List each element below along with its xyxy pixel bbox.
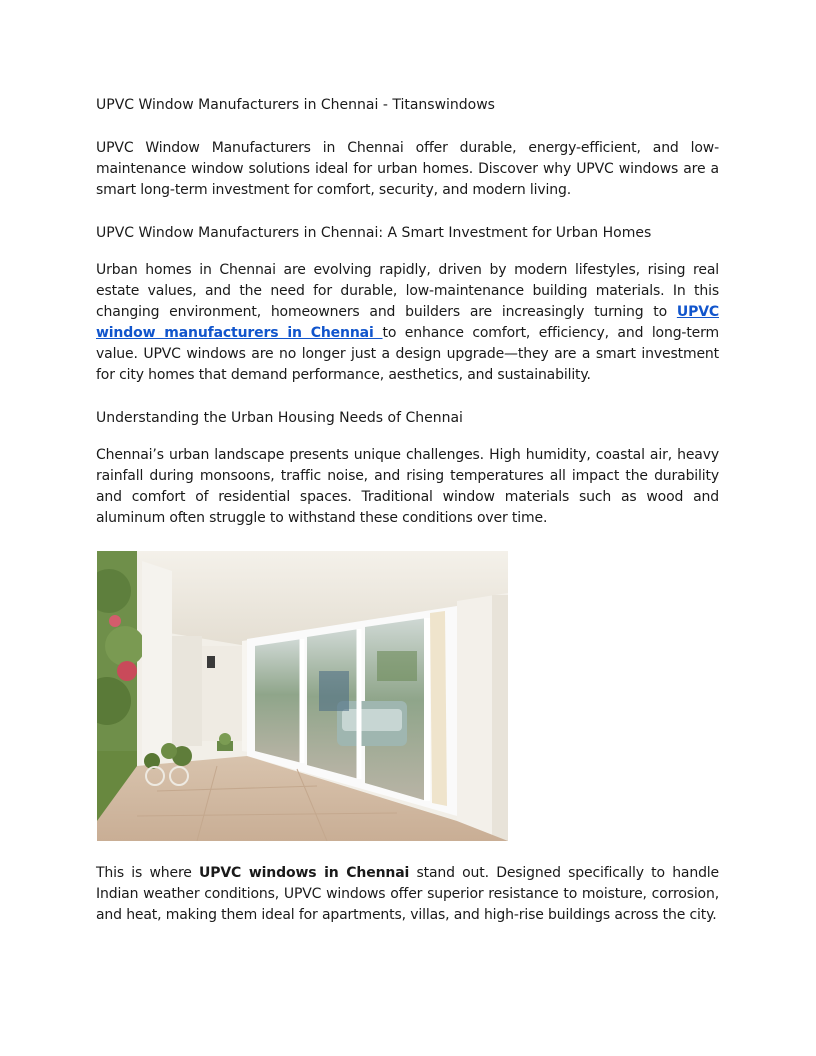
- housing-needs-paragraph: Chennai’s urban landscape presents unique challenges. High humidity, coastal air, heavy rainfall during monsoons, traffic noise, and rising temperatures all impact the durability and comfort of residential spaces. Traditional window materials such as wood and aluminum often struggle to withstand these conditions over time.: [96, 447, 719, 526]
- upvc-benefits-paragraph: [96, 863, 719, 926]
- intro-paragraph: UPVC Window Manufacturers in Chennai offer durable, energy-efficient, and low-maintenance window solutions ideal for urban homes. Discover why UPVC windows are a smart long-term investment for comfort, security, and modern living.: [96, 140, 719, 198]
- upvc-sliding-doors-photo: [97, 551, 508, 841]
- upvc-manufacturers-link[interactable]: UPVC window manufacturers in Chennai: [96, 304, 719, 341]
- section-heading-housing-needs: Understanding the Urban Housing Needs of Chennai: [96, 410, 463, 426]
- document-title: UPVC Window Manufacturers in Chennai - Titanswindows: [96, 97, 495, 113]
- investment-text-end: to enhance comfort, efficiency, and long-term value. UPVC windows are no longer just a design upgrade—they are a smart investment for city homes that demand performance, aesthetics, and sustainability.: [96, 325, 719, 383]
- investment-paragraph: [96, 260, 719, 386]
- benefits-text-end: stand out. Designed specifically to handle Indian weather conditions, UPVC windows offer superior resistance to moisture, corrosion, and heat, making them ideal for apartments, villas, and high-rise buildings across the city.: [96, 865, 720, 923]
- benefits-text-start: This is where: [96, 865, 200, 881]
- document-page: [96, 95, 719, 948]
- investment-text-start: Urban homes in Chennai are evolving rapidly, driven by modern lifestyles, rising real estate values, and the need for durable, low-maintenance building materials. In this changing environment, homeowners and builders are increasingly turning to: [96, 262, 719, 320]
- section-heading-investment: UPVC Window Manufacturers in Chennai: A Smart Investment for Urban Homes: [96, 225, 652, 241]
- upvc-windows-chennai-bold: UPVC windows in Chennai: [199, 865, 410, 881]
